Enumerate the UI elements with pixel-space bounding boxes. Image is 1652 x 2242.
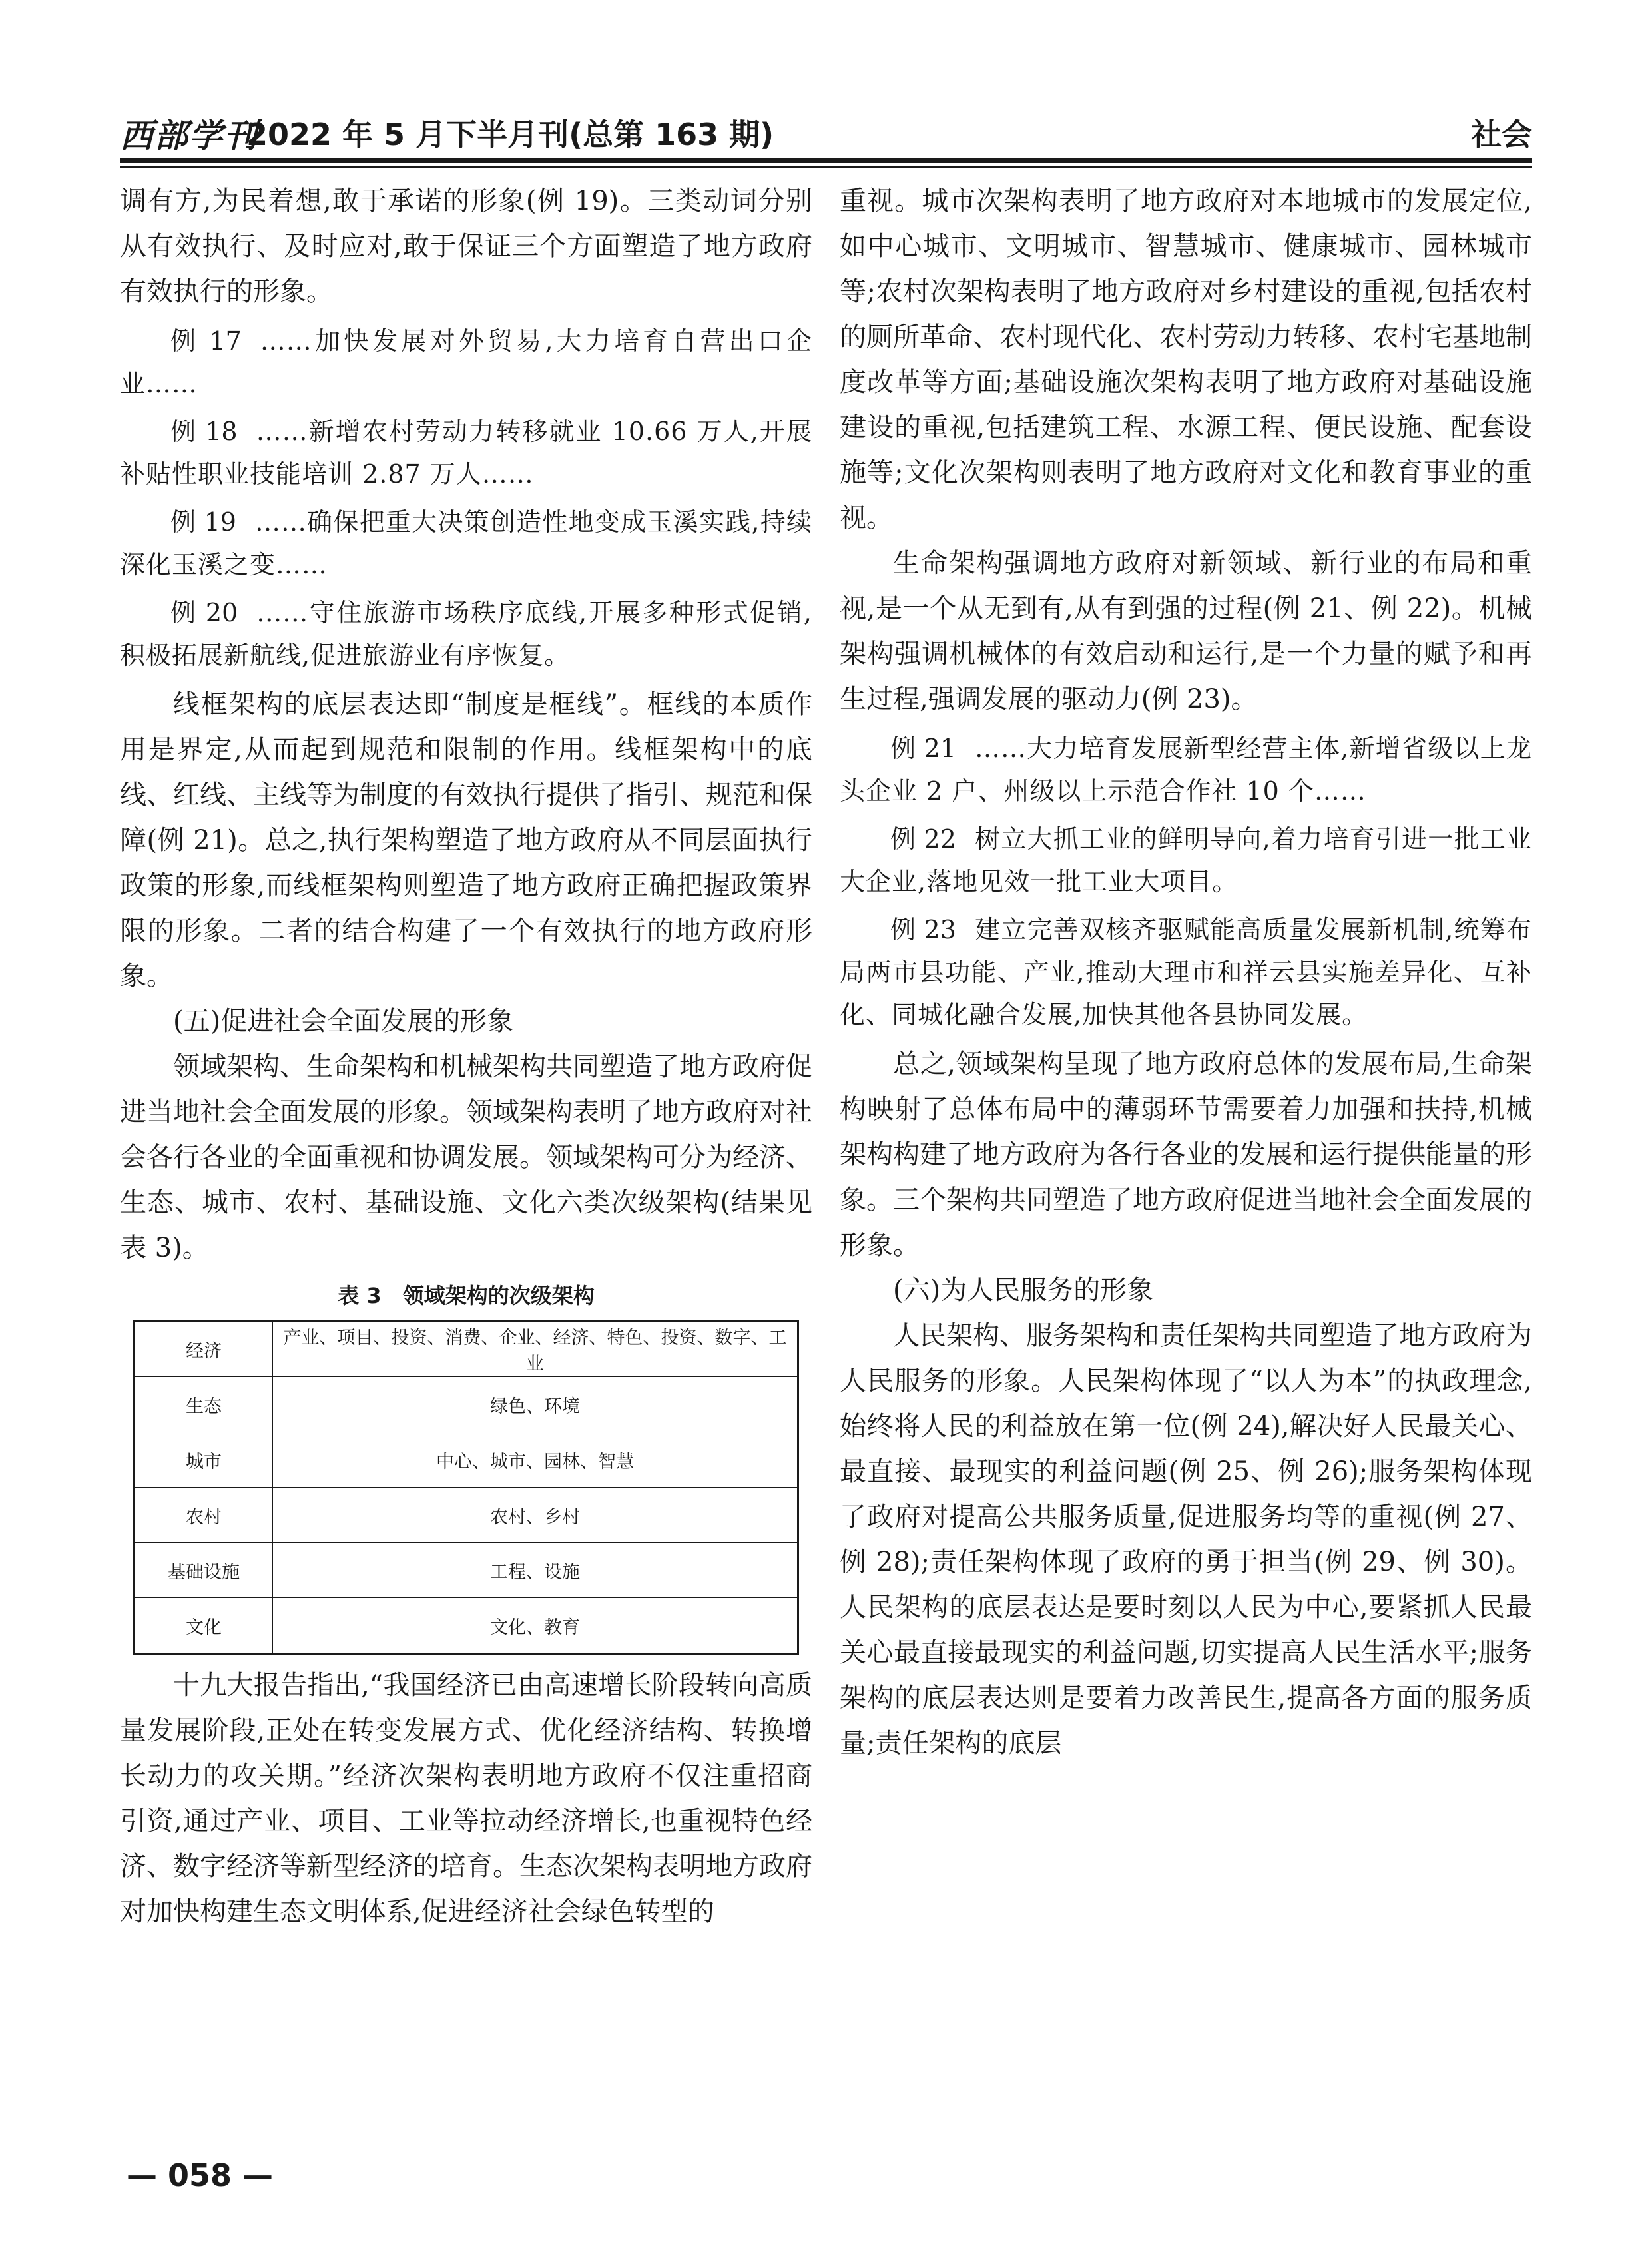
example-text: ……大力培育发展新型经营主体,新增省级以上龙头企业 2 户、州级以上示范合作社 10 个…… [840,734,1532,806]
table-caption: 表 3 领域架构的次级架构 [338,1283,595,1308]
paragraph: 调有方,为民着想,敢于承诺的形象(例 19)。三类动词分别从有效执行、及时应对,敢于保证三个方面塑造了地方政府有效执行的形象。 [120,186,812,307]
example-text: 树立大抓工业的鲜明导向,着力培育引进一批工业大企业,落地见效一批工业大项目。 [840,824,1532,896]
table-cell-category: 基础设施 [135,1543,273,1598]
example-text: ……守住旅游市场秩序底线,开展多种形式促销,积极拓展新航线,促进旅游业有序恢复。 [120,598,812,670]
page-number: — 058 — [127,2157,274,2193]
example-number: 例 17 [170,326,242,356]
table-row [135,1432,798,1488]
example-23 [840,908,1532,1036]
paragraph: 人民架构、服务架构和责任架构共同塑造了地方政府为人民服务的形象。人民架构体现了“以人为本”的执政理念,始终将人民的利益放在第一位(例 24),解决好人民最关心、最直接、最现实的利益问题(例 25、例 26);服务架构体现了政府对提高公共服务质量,促进服务均等的重视(例 27、例 28);责任架构体现了政府的勇于担当(例 29、例 30)。人民架构的底层表达是要时刻以人民为中心,要紧抓人民最关心最直接最现实的利益问题,切实提高人民生活水平;服务架构的底层表达则是要着力改善民生,提高各方面的服务质量;责任架构的底层 [840,1320,1532,1759]
example-19 [120,501,812,586]
section-name: 社会 [1471,117,1532,152]
section-subheading: (六)为人民服务的形象 [893,1275,1154,1306]
table-cell-words: 中心、城市、园林、智慧 [273,1432,798,1488]
paragraph: 生命架构强调地方政府对新领域、新行业的布局和重视,是一个从无到有,从有到强的过程(例 21、例 22)。机械架构强调机械体的有效启动和运行,是一个力量的赋予和再生过程,强调发展的驱动力(例 23)。 [840,548,1532,714]
right-column [840,178,1532,1766]
header-rule-thin [120,166,1532,168]
header-rule-thick [120,158,1532,163]
example-text: ……确保把重大决策创造性地变成玉溪实践,持续深化玉溪之变…… [120,507,812,579]
table-row [135,1543,798,1598]
paragraph: 十九大报告指出,“我国经济已由高速增长阶段转向高质量发展阶段,正处在转变发展方式、优化经济结构、转换增长动力的攻关期。”经济次架构表明地方政府不仅注重招商引资,通过产业、项目、工业等拉动经济增长,也重视特色经济、数字经济等新型经济的培育。生态次架构表明地方政府对加快构建生态文明体系,促进经济社会绿色转型的 [120,1670,812,1927]
table-row [135,1321,798,1377]
example-text: 建立完善双核齐驱赋能高质量发展新机制,统筹布局两市县功能、产业,推动大理市和祥云县实施差异化、互补化、同城化融合发展,加快其他各县协同发展。 [840,915,1532,1029]
example-number: 例 18 [170,417,238,446]
journal-logo: 西部学刊 [120,116,258,155]
page-header [120,107,1532,157]
table-row [135,1488,798,1543]
example-20 [120,591,812,677]
example-21 [840,727,1532,812]
table-row [135,1377,798,1432]
paragraph: 领域架构、生命架构和机械架构共同塑造了地方政府促进当地社会全面发展的形象。领域架构表明了地方政府对社会各行各业的全面重视和协调发展。领域架构可分为经济、生态、城市、农村、基础设施、文化六类次级架构(结果见表 3)。 [120,1051,812,1263]
table-cell-category: 城市 [135,1432,273,1488]
paragraph: 总之,领域架构呈现了地方政府总体的发展布局,生命架构映射了总体布局中的薄弱环节需要着力加强和扶持,机械架构构建了地方政府为各行各业的发展和运行提供能量的形象。三个架构共同塑造了地方政府促进当地社会全面发展的形象。 [840,1049,1532,1261]
table-cell-category: 经济 [135,1321,273,1377]
example-18 [120,410,812,495]
table-cell-category: 农村 [135,1488,273,1543]
table-cell-words: 绿色、环境 [273,1377,798,1432]
left-column [120,178,812,1934]
paragraph: 重视。城市次架构表明了地方政府对本地城市的发展定位,如中心城市、文明城市、智慧城市、健康城市、园林城市等;农村次架构表明了地方政府对乡村建设的重视,包括农村的厕所革命、农村现代化、农村劳动力转移、农村宅基地制度改革等方面;基础设施次架构表明了地方政府对基础设施建设的重视,包括建筑工程、水源工程、便民设施、配套设施等;文化次架构则表明了地方政府对文化和教育事业的重视。 [840,186,1532,533]
section-subheading: (五)促进社会全面发展的形象 [173,1006,514,1037]
example-text: ……新增农村劳动力转移就业 10.66 万人,开展补贴性职业技能培训 2.87 万人…… [120,417,812,489]
example-number: 例 20 [170,598,238,627]
example-number: 例 19 [170,507,236,537]
example-number: 例 22 [890,824,956,854]
example-17 [120,320,812,405]
example-number: 例 21 [890,734,956,763]
table-cell-category: 文化 [135,1598,273,1654]
issue-info: 2022 年 5 月下半月刊(总第 163 期) [246,117,774,152]
table-cell-words: 文化、教育 [273,1598,798,1654]
table-cell-words: 农村、乡村 [273,1488,798,1543]
table-row [135,1598,798,1654]
paragraph: 线框架构的底层表达即“制度是框线”。框线的本质作用是界定,从而起到规范和限制的作用。线框架构中的底线、红线、主线等为制度的有效执行提供了指引、规范和保障(例 21)。总之,执行架构塑造了地方政府从不同层面执行政策的形象,而线框架构则塑造了地方政府正确把握政策界限的形象。二者的结合构建了一个有效执行的地方政府形象。 [120,689,812,991]
table-cell-words: 产业、项目、投资、消费、企业、经济、特色、投资、数字、工业 [273,1321,798,1377]
example-22 [840,818,1532,903]
table-cell-words: 工程、设施 [273,1543,798,1598]
table-cell-category: 生态 [135,1377,273,1432]
example-text: ……加快发展对外贸易,大力培育自营出口企业…… [120,326,812,398]
example-number: 例 23 [890,915,956,944]
sub-frame-table [133,1320,799,1655]
